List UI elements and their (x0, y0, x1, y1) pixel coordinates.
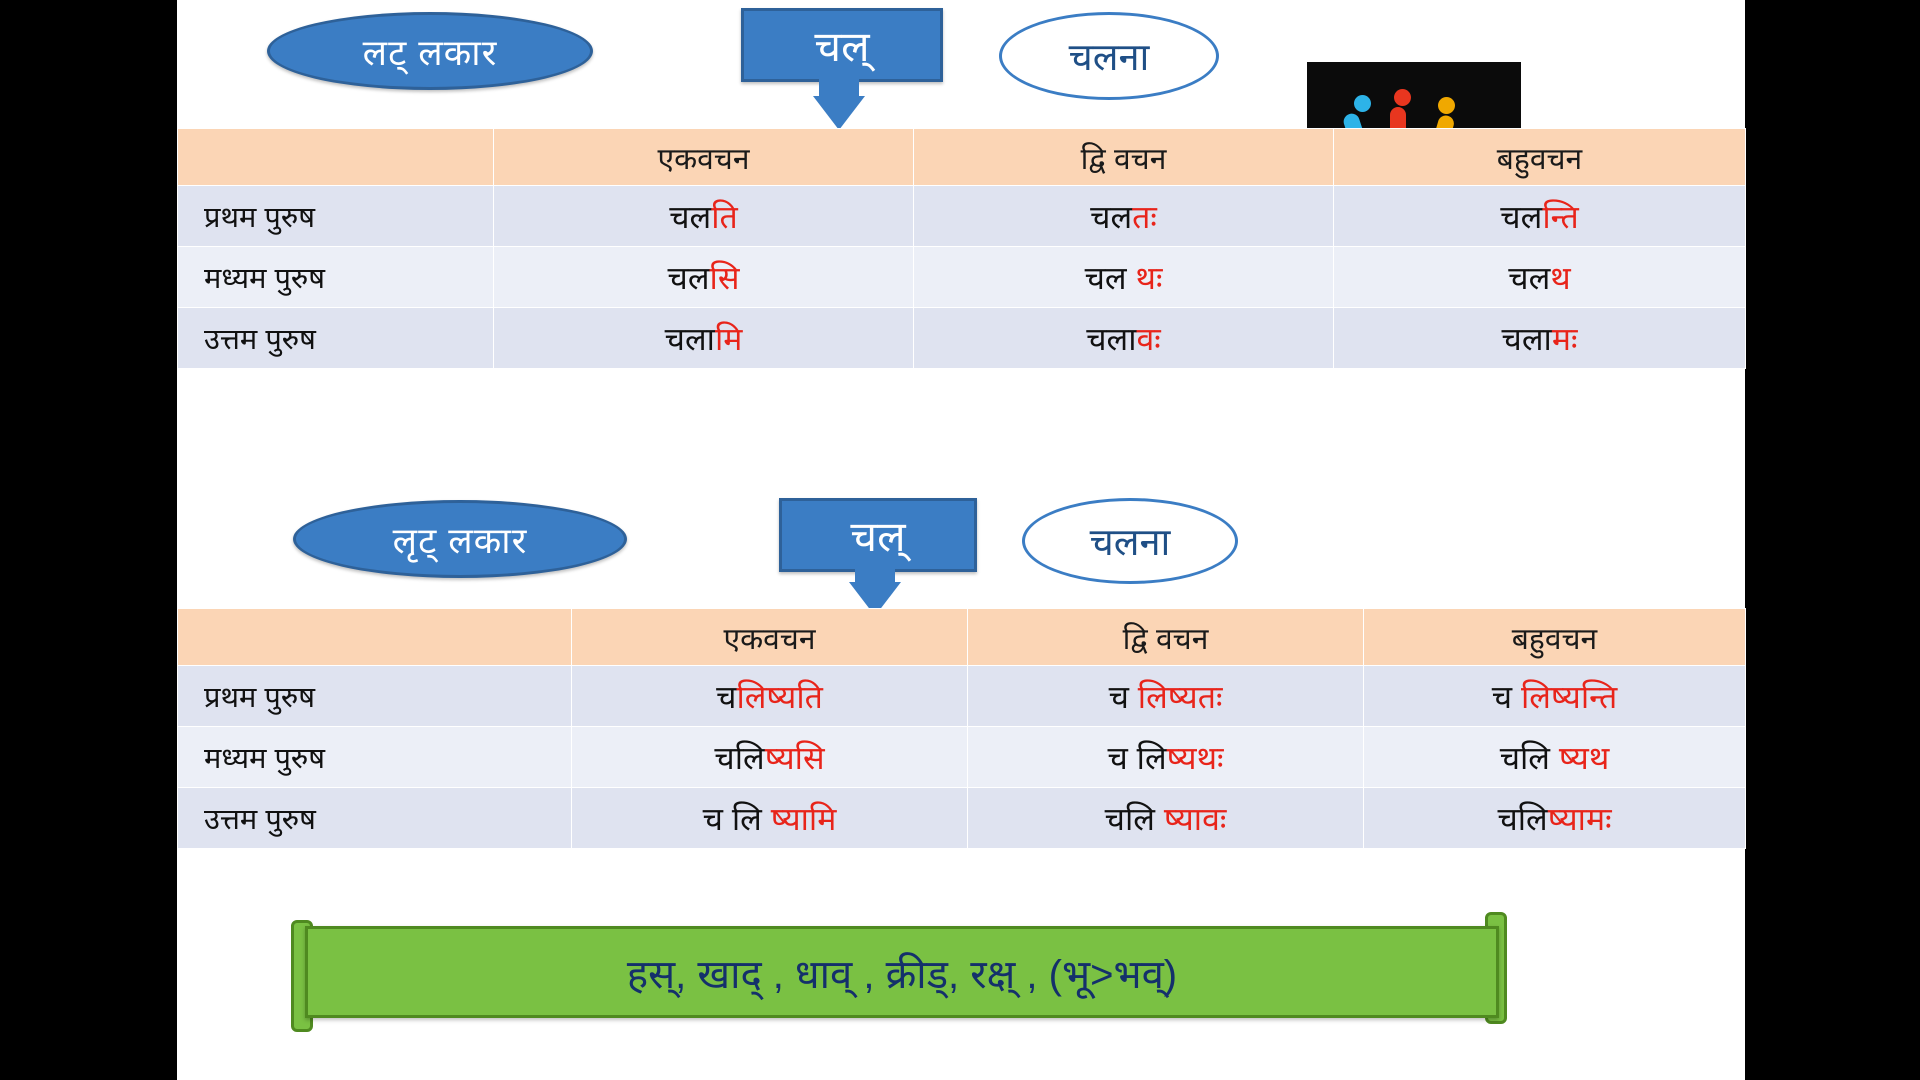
slide-canvas (177, 0, 1745, 1080)
form-cell: चल थः (914, 247, 1334, 308)
table-row (178, 727, 1746, 788)
lat-lakara-table (177, 128, 1746, 369)
form-cell: च लिष्यथः (968, 727, 1364, 788)
header-cell-plural-1: बहुवचन (1334, 129, 1746, 186)
table-row (178, 186, 1746, 247)
form-cell: चलामः (1334, 308, 1746, 369)
table-row (178, 247, 1746, 308)
form-cell: च लिष्यतः (968, 666, 1364, 727)
form-cell: च लिष्यन्ति (1364, 666, 1746, 727)
lat-lakara-label (267, 12, 593, 90)
table-header-row-1 (178, 129, 1746, 186)
meaning-text-1: चलना (1068, 37, 1150, 79)
form-cell: चलिष्यति (572, 666, 968, 727)
header-cell-plural-2: बहुवचन (1364, 609, 1746, 666)
header-cell-blank-2 (178, 609, 572, 666)
form-cell: चलथ (1334, 247, 1746, 308)
person-label: प्रथम पुरुष (178, 186, 494, 247)
meaning-bubble-2 (1022, 498, 1238, 584)
header-cell-dual-2: द्वि वचन (968, 609, 1364, 666)
header-cell-singular-1: एकवचन (494, 129, 914, 186)
form-cell: चलतः (914, 186, 1334, 247)
person-label: उत्तम पुरुष (178, 308, 494, 369)
form-cell: चलामि (494, 308, 914, 369)
form-cell: चलिष्यामः (1364, 788, 1746, 849)
meaning-text-2: चलना (1089, 522, 1171, 564)
form-cell: चलि ष्यावः (968, 788, 1364, 849)
table-header-row-2 (178, 609, 1746, 666)
form-cell: चलावः (914, 308, 1334, 369)
lrit-lakara-table (177, 608, 1746, 849)
person-label: मध्यम पुरुष (178, 247, 494, 308)
table-row (178, 666, 1746, 727)
practice-roots-banner (305, 926, 1499, 1018)
meaning-bubble-1 (999, 12, 1219, 100)
lat-lakara-text: लट् लकार (362, 31, 498, 73)
practice-roots-text: हस्, खाद् , धाव् , क्रीड्, रक्ष् , (भू>भव्) (626, 952, 1178, 997)
header-cell-dual-1: द्वि वचन (914, 129, 1334, 186)
person-label: प्रथम पुरुष (178, 666, 572, 727)
table-row (178, 788, 1746, 849)
form-cell: चलन्ति (1334, 186, 1746, 247)
form-cell: चलि ष्यथ (1364, 727, 1746, 788)
root-box-1 (741, 8, 943, 82)
form-cell: च लि ष्यामि (572, 788, 968, 849)
form-cell: चलसि (494, 247, 914, 308)
person-label: उत्तम पुरुष (178, 788, 572, 849)
arrow-stem-1 (819, 76, 859, 98)
root-text-2: चल् (850, 512, 906, 560)
root-box-2 (779, 498, 977, 572)
form-cell: चलति (494, 186, 914, 247)
root-text-1: चल् (814, 22, 870, 70)
arrow-down-icon-1 (813, 96, 865, 130)
form-cell: चलिष्यसि (572, 727, 968, 788)
table-row (178, 308, 1746, 369)
person-label: मध्यम पुरुष (178, 727, 572, 788)
lrit-lakara-label (293, 500, 627, 578)
header-cell-blank-1 (178, 129, 494, 186)
lrit-lakara-text: लृट् लकार (392, 519, 528, 561)
header-cell-singular-2: एकवचन (572, 609, 968, 666)
